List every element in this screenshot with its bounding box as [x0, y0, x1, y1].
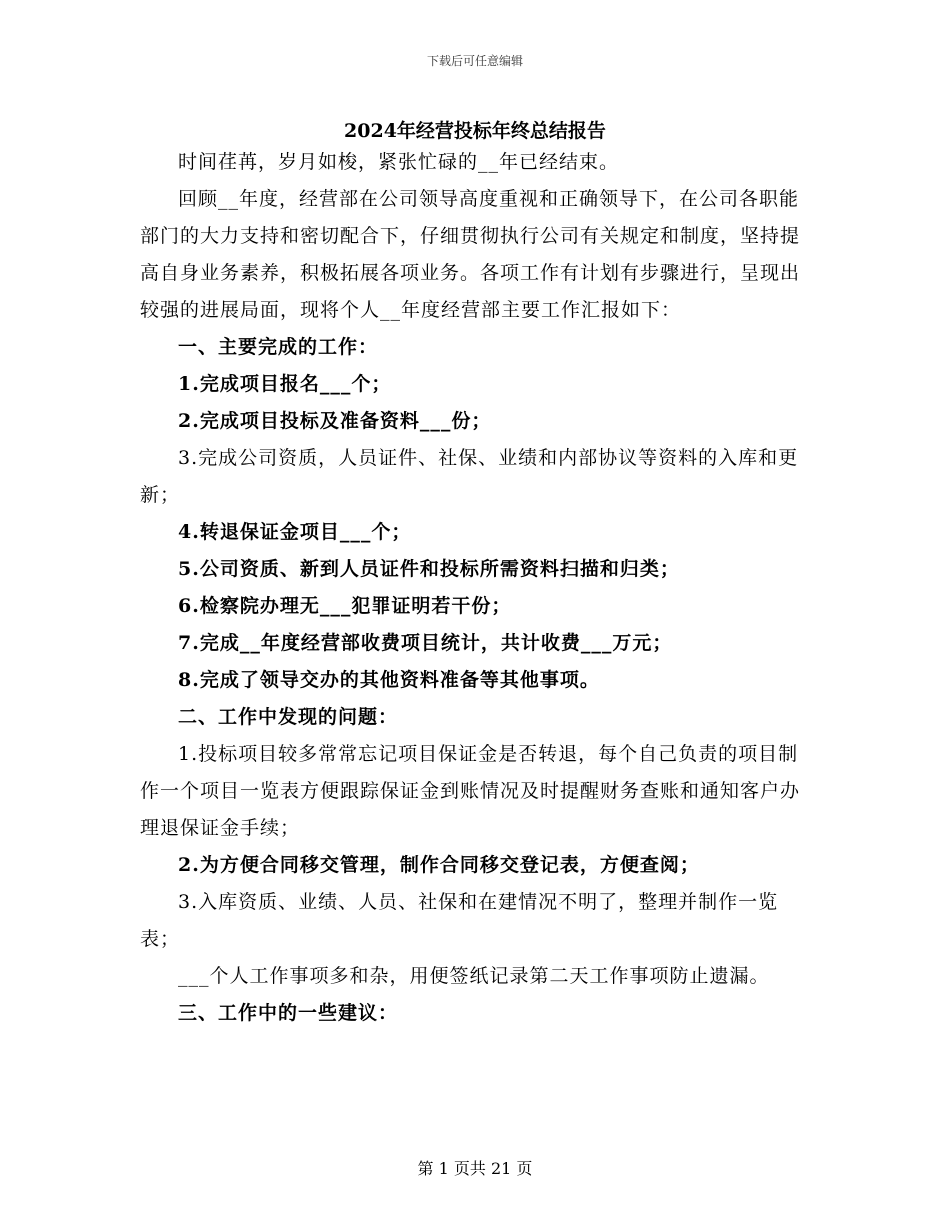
document-title: 2024年经营投标年终总结报告	[344, 120, 606, 142]
paragraph-review: 回顾__年度，经营部在公司领导高度重视和正确领导下，在公司各职能部门的大力支持和密切配合下，仔细贯彻执行公司有关规定和制度，坚持提高自身业务素养，积极拓展各项业务。各项工作有计划有步骤进行，呈现出较强的进展局面，现将个人__年度经营部主要工作汇报如下：	[140, 188, 801, 321]
list-item: 3.入库资质、业绩、人员、社保和在建情况不明了，整理并制作一览表；	[140, 891, 779, 950]
list-item: 2.完成项目投标及准备资料___份；	[178, 410, 492, 432]
section-heading-suggestions: 三、工作中的一些建议：	[178, 1002, 399, 1024]
page-number: 第 1 页共 21 页	[417, 1159, 533, 1178]
list-item: 4.转退保证金项目___个；	[178, 521, 412, 543]
list-item: 1.完成项目报名___个；	[178, 373, 392, 395]
list-item: 6.检察院办理无___犯罪证明若干份；	[178, 595, 512, 617]
list-item: 2.为方便合同移交管理，制作合同移交登记表，方便查阅；	[178, 854, 700, 876]
list-item: 8.完成了领导交办的其他资料准备等其他事项。	[178, 669, 600, 691]
list-item: 7.完成__年度经营部收费项目统计，共计收费___万元；	[178, 632, 673, 654]
header-note: 下载后可任意编辑	[426, 54, 523, 68]
list-item: 5.公司资质、新到人员证件和投标所需资料扫描和归类；	[178, 558, 680, 580]
section-heading-main-work: 一、主要完成的工作：	[178, 336, 379, 358]
document-body	[140, 144, 800, 1032]
paragraph-intro: 时间荏苒，岁月如梭，紧张忙碌的__年已经结束。	[178, 151, 620, 173]
list-item: 3.完成公司资质，人员证件、社保、业绩和内部协议等资料的入库和更新；	[140, 447, 799, 506]
list-item: ___个人工作事项多和杂，用便签纸记录第二天工作事项防止遗漏。	[178, 965, 770, 987]
list-item: 1.投标项目较多常常忘记项目保证金是否转退，每个自己负责的项目制作一个项目一览表方便跟踪保证金到账情况及时提醒财务查账和通知客户办理退保证金手续；	[140, 743, 801, 839]
section-heading-problems: 二、工作中发现的问题：	[178, 706, 399, 728]
